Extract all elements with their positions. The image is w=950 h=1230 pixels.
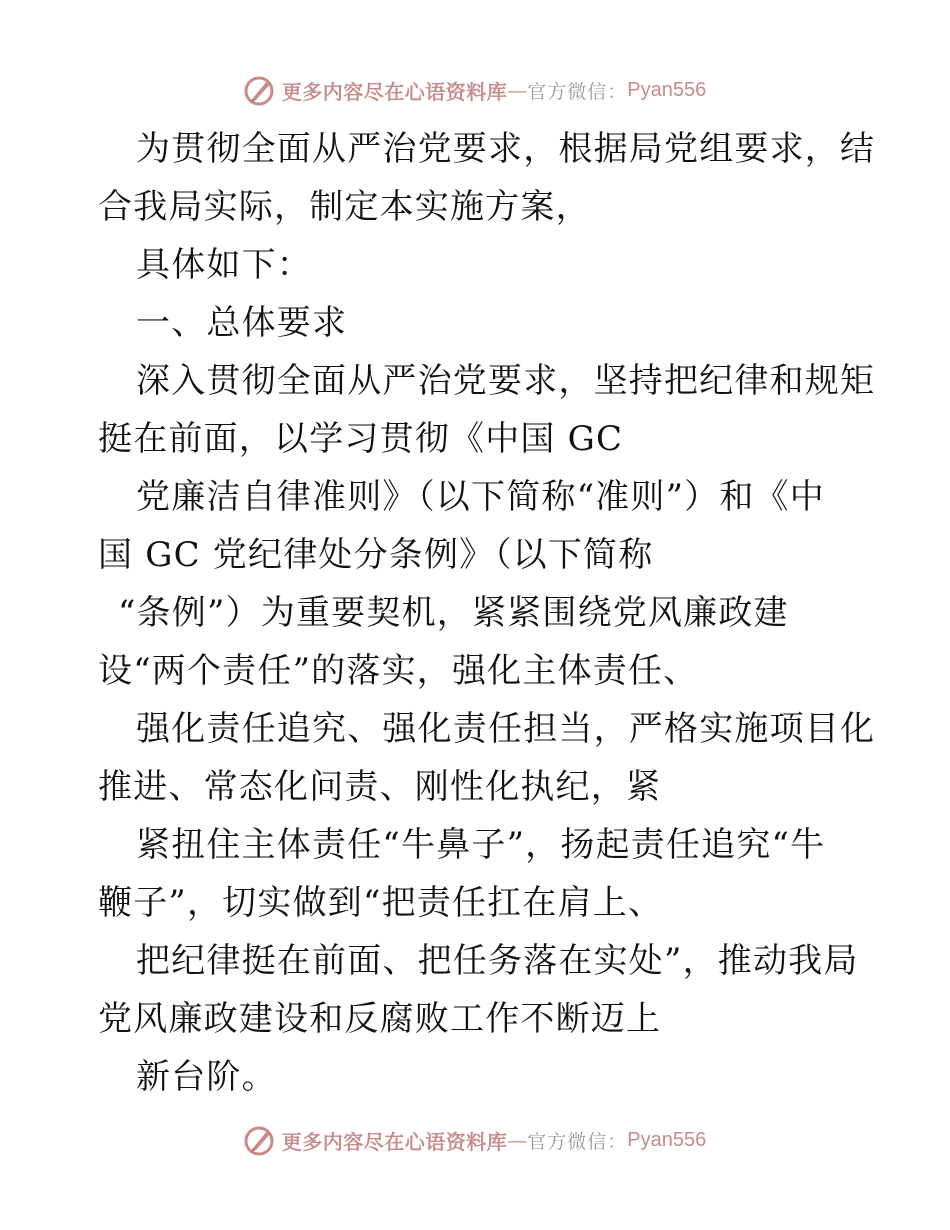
watermark-wechat-id: Pyan556 bbox=[627, 1128, 707, 1151]
body-line: 紧扭住主体责任“牛鼻子”，扬起责任追究“牛 bbox=[136, 825, 826, 865]
watermark-banner-bottom bbox=[0, 1120, 950, 1160]
watermark-separator: — bbox=[507, 78, 528, 102]
quill-logo-icon bbox=[244, 1124, 276, 1156]
body-line: 把纪律挺在前面、把任务落在实处”，推动我局 bbox=[136, 941, 859, 981]
body-line: 党廉洁自律准则》（以下简称“准则”）和《中 bbox=[136, 477, 825, 517]
body-line: 挺在前面，以学习贯彻《中国 GC bbox=[98, 419, 624, 459]
watermark-text: 更多内容尽在心语资料库 bbox=[281, 1129, 508, 1154]
quill-logo-icon bbox=[244, 74, 276, 106]
watermark-separator: — bbox=[507, 1128, 528, 1152]
body-line: 国 GC 党纪律处分条例》（以下简称 bbox=[98, 535, 654, 575]
body-line: 鞭子”，切实做到“把责任扛在肩上、 bbox=[98, 883, 664, 923]
watermark-official-label: 官方微信： bbox=[527, 1130, 628, 1153]
watermark-official-label: 官方微信： bbox=[527, 80, 628, 103]
watermark-wechat-id: Pyan556 bbox=[627, 78, 707, 101]
body-line: 为贯彻全面从严治党要求，根据局党组要求，结 bbox=[136, 129, 876, 169]
watermark-text: 更多内容尽在心语资料库 bbox=[281, 79, 508, 104]
body-line: 推进、常态化问责、刚性化执纪，紧 bbox=[98, 767, 662, 807]
body-line: 具体如下： bbox=[136, 245, 312, 285]
body-line: 设“两个责任”的落实，强化主体责任、 bbox=[98, 651, 699, 691]
body-line: 深入贯彻全面从严治党要求，坚持把纪律和规矩 bbox=[136, 361, 876, 401]
watermark-banner-top bbox=[0, 70, 950, 110]
section-heading: 一、总体要求 bbox=[136, 303, 348, 343]
body-line: 合我局实际，制定本实施方案， bbox=[98, 187, 591, 227]
body-line: 党风廉政建设和反腐败工作不断迈上 bbox=[98, 999, 662, 1039]
body-line: “条例”）为重要契机，紧紧围绕党风廉政建 bbox=[118, 593, 789, 633]
body-line: 强化责任追究、强化责任担当，严格实施项目化 bbox=[136, 709, 876, 749]
body-line: 新台阶。 bbox=[136, 1057, 277, 1097]
